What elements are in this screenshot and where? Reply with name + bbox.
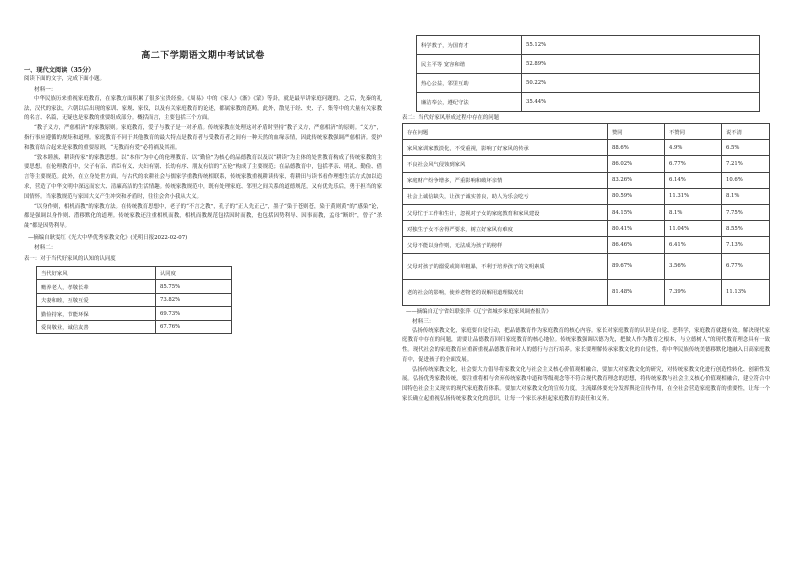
table-cell: 父母对孩子的溺爱或简单粗暴，不利于培养孩子的文明素质: [403, 253, 608, 279]
paragraph-1: 中华民族历来重视家庭教育，在家教方面积累了很多宝贵经验。《周易》中的《家人》《渐》《蒙》等卦，就是最早讲家庭问题的。之后，先秦的礼法，汉代的家法，六朝以后出现的家训、家规、家仪，以及有关家庭教育的论述，都属家教的范畴。此外，散见于经、史、子、集等中的大量有关家教的名言、名篇，无疑也是家教的重要组成部分。概括而言，主要包括三个方面。: [24, 95, 382, 122]
table-row: [37, 280, 232, 294]
table-cell: 69.73%: [156, 307, 232, 321]
table-row: [417, 36, 760, 55]
right-column: [402, 0, 770, 405]
table-row: [403, 279, 770, 305]
table-header-cell: 说不清: [722, 124, 770, 140]
table-cell: 7.21%: [722, 156, 770, 172]
table-cell: 6.41%: [665, 237, 722, 253]
table-cell: 50.22%: [522, 74, 760, 93]
table-cell: 民主平等 宽容和谐: [417, 55, 522, 74]
table-row: [417, 55, 760, 74]
table-cell: 勤俭持家，节能环保: [37, 307, 156, 321]
table-header-row: [37, 266, 232, 280]
table2: [402, 123, 770, 306]
table-row: [403, 253, 770, 279]
instruction: 阅读下面的文字，完成下面小题。: [24, 76, 105, 82]
material3-label: 材料三：: [412, 318, 435, 325]
table-cell: 10.6%: [722, 172, 770, 188]
table-cell: 88.6%: [608, 140, 665, 156]
table-cell: 家庭财产纷争增多，严重影响和破坏亲情: [403, 172, 608, 188]
table-row: [37, 293, 232, 307]
left-column: [24, 0, 382, 334]
table-header-cell: 当代好家风: [37, 266, 156, 280]
table-row: [37, 307, 232, 321]
table-cell: 52.89%: [522, 55, 760, 74]
table-row: [403, 172, 770, 188]
table-cell: 86.46%: [608, 237, 665, 253]
table-cell: 6.77%: [665, 156, 722, 172]
source-citation-2: ——摘编自辽宁省妇联张萍《辽宁省城乡家庭家风调查报告》: [406, 308, 552, 315]
material1-label: 材料一：: [34, 86, 57, 93]
material2-label: 材料二：: [34, 244, 57, 251]
table-cell: 夫妻和睦，互敬互爱: [37, 293, 156, 307]
table-row: [417, 93, 760, 112]
table-header-cell: 存在问题: [403, 124, 608, 140]
table-cell: 89.67%: [608, 253, 665, 279]
table-cell: 热心公益，邻里互助: [417, 74, 522, 93]
table-cell: 6.5%: [722, 140, 770, 156]
table-cell: 社会上诚信缺失，让孩子诚实善良，助人为乐会吃亏: [403, 188, 608, 204]
table-cell: 4.9%: [665, 140, 722, 156]
table-cell: 83.26%: [608, 172, 665, 188]
table-cell: 67.76%: [156, 320, 232, 334]
table-header-cell: 不赞同: [665, 124, 722, 140]
table-cell: 科学教子，为国育才: [417, 36, 522, 55]
table-cell: 不良社会风气侵蚀到家风: [403, 156, 608, 172]
paragraph-5: 弘扬传统家教文化，家庭要自觉行动，把品德教育作为家庭教育的核心内容。家长对家庭教育的认识是自觉、恶科学，家庭教育就越有效。解决现代家庭教育中存在的问题，需要让品德教育回归家庭教育的核心地位。传统家教强调以德为先，把做人作为教育之根本，与立德树人“的现代教育理念具有一致性。现代社会的家庭教育应重新重视品德教育和对人的德行与言行培养。家长要理解传承家教文化的自觉性，将中华民族传统美德移默化地融入日高家庭教育中，促进孩子的全面发展。: [402, 327, 770, 363]
table-cell: 86.02%: [608, 156, 665, 172]
table-cell: 廉洁奉公，遵纪守法: [417, 93, 522, 112]
section-heading: 一、现代文阅读（35分）: [24, 67, 95, 74]
table-row: [403, 221, 770, 237]
paragraph-2: “教子义方，严慈相济”的家教原则。家庭教育，爱子与教子是一对矛盾。传统家教在处理这对矛盾时坚持“教子义方，严慈相济”的原则。“义方”，指行事应遵循的规矩和道理。家庭教育不同于其他教育的最大特点是教育者与受教育者之间有一种天然的血缘亲情，因此传统家教强调严慈相济。爱护和教育结合起来是家教的重要原则，“无教而有爱”必将祸及其祖。: [24, 125, 382, 151]
table-cell: 家风家训家教淡化，不受重视，影响了好家风的传承: [403, 140, 608, 156]
paragraph-3: “敦本睦族、耕读传家”的家教思想。以“本伟”为中心的伦理教育、以“勤俭”为核心的品德教育以及以“耕读”为主体的处世教育构成了传统家教的主要思想。在伦理教育中，父子有亲、君臣有义、夫妇有别、长幼有序、朋友有信的“五伦”构成了主要规范；在品德教育中，包括孝亲、明礼、勤俭、借言等主要规范。此外，在立身处世方面，与古代的农耕社会与儒家学重教传统相联系，传统家教重视耕读传家，将耕田与读书看作理想生活方式加以追求，营造了中华文明中深远而宏大、清廉高洁的生活情趣。传统家教规范中，既有处理家庭、邻里之间关系的道德规范，又有优先乐后，勇于担当的家国情怀。当家教规范与家国大义产生冲突和矛盾时，往往会舍小我从大义。: [24, 154, 382, 200]
table-cell: 父母不能以身作则，无法成为孩子的榜样: [403, 237, 608, 253]
table-cell: 11.31%: [665, 188, 722, 204]
page-title: 高二下学期语文期中考试试卷: [141, 51, 265, 61]
table1-continued: [416, 35, 760, 112]
table-row: [403, 156, 770, 172]
table-cell: 6.14%: [665, 172, 722, 188]
table-cell: 55.12%: [522, 36, 760, 55]
table-cell: 8.1%: [722, 188, 770, 204]
table-cell: 35.44%: [522, 93, 760, 112]
table-row: [403, 188, 770, 204]
table-cell: 80.59%: [608, 188, 665, 204]
table-cell: 81.48%: [608, 279, 665, 305]
table1: [36, 266, 232, 335]
table-row: [417, 74, 760, 93]
table-cell: 老的社会的影响，使养老物老的误解用道理做况出: [403, 279, 608, 305]
paragraph-6: 弘扬传统家教文化，社会要大力倡导将家教文化与社会主义核心价值观相融合，要加大对家教文化的研究，对传统家教文化进行创造性转化、创新性发展。弘扬优秀家教传统，要注重将相与舍弃传统家教中道和等级观念等不符合现代教育理念的思想，将传统家教与社会主义核心价值观相融合，建立符合中国特色社会主义现实的现代家庭教育体系。要加大对家教文化的宣传力度，主流媒体要充分发挥舆论宣传作用，在全社会营造家庭教育的重要性，让每一个家长确立起重视弘扬传统家教文化的意识，让每一个家长承担起家庭教育的责任和义务。: [402, 366, 770, 403]
table-row: [403, 237, 770, 253]
table-cell: 11.04%: [665, 221, 722, 237]
table-cell: 3.56%: [665, 253, 722, 279]
table2-caption: 表二：当代好家风形成过程中存在的问题: [402, 115, 500, 121]
table-cell: 80.41%: [608, 221, 665, 237]
table-cell: 对独生子女不舍得严要求，树立好家风有难度: [403, 221, 608, 237]
table-cell: 赡养老人，孝敬长辈: [37, 280, 156, 294]
table-row: [403, 204, 770, 220]
table-cell: 8.55%: [722, 221, 770, 237]
table-cell: 7.13%: [722, 237, 770, 253]
table-cell: 爱岗敬业，诚信友善: [37, 320, 156, 334]
table-cell: 8.1%: [665, 204, 722, 220]
table-cell: 7.39%: [665, 279, 722, 305]
table-header-cell: 赞同: [608, 124, 665, 140]
source-citation-1: —摘编自耿雯红《光大中华优秀家教文化》(光明日报2022-02-07): [28, 234, 188, 241]
table-cell: 11.13%: [722, 279, 770, 305]
table-cell: 73.82%: [156, 293, 232, 307]
table-cell: 84.15%: [608, 204, 665, 220]
table-row: [403, 140, 770, 156]
table-cell: 7.75%: [722, 204, 770, 220]
table-row: [37, 320, 232, 334]
table1-caption: 表一：对于当代好家风的认知的认同度: [24, 255, 116, 262]
table-cell: 6.77%: [722, 253, 770, 279]
table-cell: 85.75%: [156, 280, 232, 294]
table-cell: 父母忙于工作和生计，忽视对子女的家庭教育和家风建设: [403, 204, 608, 220]
table-header-row: [403, 124, 770, 140]
paragraph-4: “以身作则，相机而教”的家教方法。在传统教育思想中，老子的“不言之教”，孔子的“正人先正己”，墨子“染于苍则苍，染于黄则黄”的“感染”论，都是强调以身作则、潜移默化的道理。传统家教还注重相机而教，相机而教规范包括因时而教，也包括因势利导、因事而教，孟母“断织”，曾子“杀彘”都是因势利导。: [24, 203, 382, 230]
table-header-cell: 认同度: [156, 266, 232, 280]
